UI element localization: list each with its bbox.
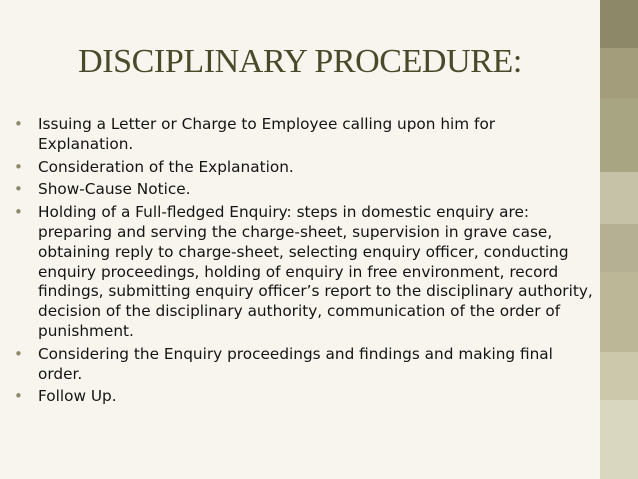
decorative-stripe (600, 172, 638, 224)
bullet-item (14, 345, 594, 385)
bullet-item (14, 158, 594, 178)
bullet-item (14, 387, 594, 407)
decorative-stripe (600, 352, 638, 400)
bullet-icon: • (14, 387, 23, 406)
bullet-text: Follow Up. (38, 387, 117, 406)
bullet-text: Considering the Enquiry proceedings and findings and making final order. (38, 344, 553, 383)
slide-title: DISCIPLINARY PROCEDURE: (78, 43, 522, 80)
bullet-icon: • (14, 115, 23, 133)
bullet-text: Show-Cause Notice. (38, 180, 191, 199)
bullet-icon: • (14, 180, 23, 199)
bullet-list (14, 115, 594, 410)
decorative-stripe (600, 48, 638, 98)
bullet-icon: • (14, 157, 23, 176)
bullet-text: Issuing a Letter or Charge to Employee calling upon him for Explanation. (38, 115, 496, 153)
bullet-icon: • (14, 203, 23, 222)
decorative-stripe (600, 224, 638, 272)
bullet-item (14, 203, 594, 342)
bullet-item (14, 115, 594, 155)
decorative-stripe (600, 0, 638, 48)
bullet-item (14, 180, 594, 200)
bullet-icon: • (14, 344, 23, 363)
decorative-stripe (600, 272, 638, 352)
bullet-text: Consideration of the Explanation. (38, 157, 294, 176)
decorative-stripe (600, 98, 638, 172)
bullet-text: Holding of a Full-fledged Enquiry: steps in domestic enquiry are: preparing and serving the charge-sheet, supervision in grave case, obtaining reply to charge-sheet, selecting enquiry officer, conducting enquiry proceedings, holding of enquiry in free environment, record findings, submitting enquiry officer’s report to the disciplinary authority, decision of the disciplinary authority, communication of the order of punishment. (38, 203, 593, 340)
decorative-stripe (600, 400, 638, 479)
